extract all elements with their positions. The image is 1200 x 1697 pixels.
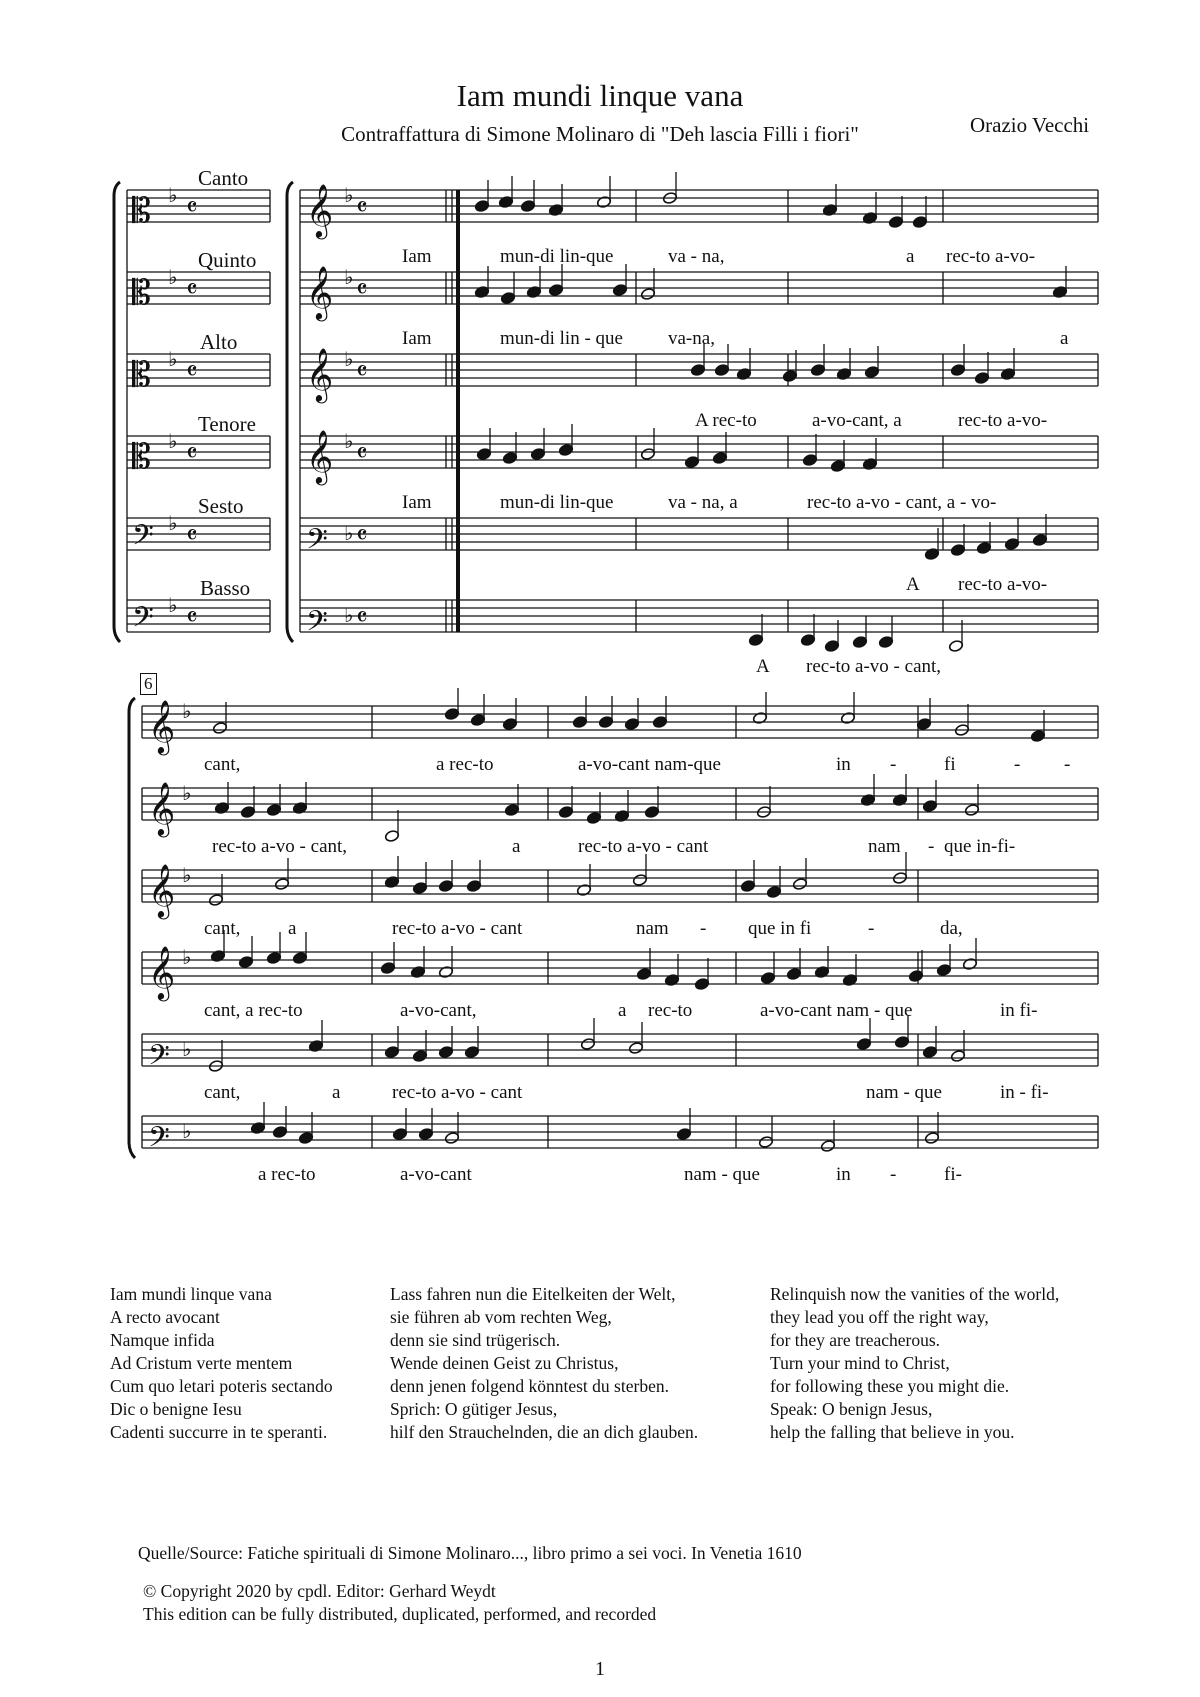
lyric: rec-to a-vo - cant, <box>806 656 942 677</box>
composer-name: Orazio Vecchi <box>970 113 1090 137</box>
lyric: rec-to <box>648 1000 693 1021</box>
lyric: - <box>890 754 897 775</box>
lyric: que in fi <box>748 918 812 939</box>
lyric: a-vo-cant nam - que <box>760 1000 913 1021</box>
lyric: mun-di lin - que <box>500 328 623 349</box>
lyric: fi- <box>944 1164 962 1185</box>
treble-clef-icon: 𝄞 <box>306 183 334 237</box>
lyric: nam - que <box>866 1082 942 1103</box>
flat-icon: ♭ <box>168 183 178 207</box>
source-note: Quelle/Source: Fatiche spirituali di Simone Molinaro..., libro primo a sei voci. In Venetia 1610 <box>138 1543 802 1563</box>
lyric: Iam <box>402 328 432 349</box>
piece-title: Iam mundi linque vana <box>456 78 744 113</box>
text-line: Relinquish now the vanities of the world, <box>770 1284 1060 1304</box>
bass-clef-icon: 𝄢 <box>132 519 154 559</box>
text-line: they lead you off the right way, <box>770 1307 989 1327</box>
german-text <box>390 1283 698 1444</box>
text-line: A recto avocant <box>110 1307 220 1327</box>
c-clef-icon: 𝄡 <box>132 355 151 395</box>
common-time-icon: 𝄴 <box>356 357 368 387</box>
treble-clef-icon: 𝄞 <box>148 945 176 999</box>
treble-clef-icon: 𝄞 <box>148 863 176 917</box>
lyric: Iam <box>402 246 432 267</box>
common-time-icon: 𝄴 <box>186 275 198 305</box>
voice-label-tenore: Tenore <box>198 412 256 436</box>
treble-clef-icon: 𝄞 <box>306 347 334 401</box>
lyric: cant, a rec-to <box>204 1000 303 1021</box>
common-time-icon: 𝄴 <box>356 193 368 223</box>
lyric: fi <box>944 754 956 775</box>
common-time-icon: 𝄴 <box>186 439 198 469</box>
lyric: a-vo-cant, <box>400 1000 477 1021</box>
lyric: a-vo-cant, a <box>812 410 902 431</box>
common-time-icon: 𝄴 <box>356 275 368 305</box>
flat-icon: ♭ <box>182 699 192 723</box>
text-line: for they are treacherous. <box>770 1330 941 1350</box>
page-number: 1 <box>595 1658 605 1680</box>
lyric: Iam <box>402 492 432 513</box>
flat-icon: ♭ <box>182 945 192 969</box>
lyric: nam <box>636 918 669 939</box>
lyric: rec-to a-vo - cant <box>392 918 523 939</box>
lyric: - <box>868 918 875 939</box>
bracket <box>114 182 120 642</box>
text-line: Lass fahren nun die Eitelkeiten der Welt, <box>390 1284 676 1304</box>
bass-clef-icon: 𝄢 <box>306 605 328 645</box>
lyric: in <box>836 754 851 775</box>
lyric: - <box>928 836 935 857</box>
text-line: Speak: O benign Jesus, <box>770 1399 933 1419</box>
text-line: sie führen ab vom rechten Weg, <box>390 1307 612 1327</box>
common-time-icon: 𝄴 <box>186 357 198 387</box>
lyric: rec-to a-vo - cant <box>392 1082 523 1103</box>
text-line: Sprich: O gütiger Jesus, <box>390 1399 558 1419</box>
text-line: for following these you might die. <box>770 1376 1010 1396</box>
c-clef-icon: 𝄡 <box>132 437 151 477</box>
lyric: mun-di lin-que <box>500 246 614 267</box>
flat-icon: ♭ <box>344 265 354 289</box>
english-text <box>770 1283 1059 1444</box>
lyric: que in-fi- <box>944 836 1016 857</box>
bass-clef-icon: 𝄢 <box>148 1039 170 1079</box>
lyric: rec-to a-vo- <box>958 410 1048 431</box>
voice-label-basso: Basso <box>200 576 251 600</box>
text-line: Iam mundi linque vana <box>110 1284 272 1304</box>
voice-label-quinto: Quinto <box>198 248 257 272</box>
lyric: a <box>1060 328 1069 349</box>
lyric: - <box>700 918 707 939</box>
text-line: hilf den Strauchelnden, die an dich glauben. <box>390 1422 699 1442</box>
lyric: cant, <box>204 1082 241 1103</box>
treble-clef-icon: 𝄞 <box>148 781 176 835</box>
flat-icon: ♭ <box>182 863 192 887</box>
lyric: cant, <box>204 918 241 939</box>
lyric: cant, <box>204 754 241 775</box>
common-time-icon: 𝄴 <box>186 521 198 551</box>
bass-clef-icon: 𝄢 <box>132 601 154 641</box>
lyric: in fi- <box>1000 1000 1038 1021</box>
c-clef-icon: 𝄡 <box>132 273 151 313</box>
lyric: a <box>618 1000 627 1021</box>
lyric: nam - que <box>684 1164 760 1185</box>
text-line: denn sie sind trügerisch. <box>390 1330 561 1350</box>
text-line: Namque infida <box>110 1330 215 1350</box>
flat-icon: ♭ <box>344 183 354 207</box>
flat-icon: ♭ <box>182 1037 192 1061</box>
text-line: Ad Cristum verte mentem <box>110 1353 293 1373</box>
flat-icon: ♭ <box>182 781 192 805</box>
lyric: a-vo-cant nam-que <box>578 754 721 775</box>
treble-clef-icon: 𝄞 <box>306 265 334 319</box>
common-time-icon: 𝄴 <box>356 521 368 551</box>
lyric: A <box>906 574 920 595</box>
lyric: a rec-to <box>436 754 494 775</box>
measure-number: 6 <box>140 673 157 695</box>
lyric: rec-to a-vo - cant, a - vo- <box>807 492 997 513</box>
flat-icon: ♭ <box>168 347 178 371</box>
text-line: help the falling that believe in you. <box>770 1422 1015 1442</box>
lyric: - <box>1064 754 1071 775</box>
voice-label-sesto: Sesto <box>198 494 244 518</box>
treble-clef-icon: 𝄞 <box>306 429 334 483</box>
lyric: a rec-to <box>258 1164 316 1185</box>
bass-clef-icon: 𝄢 <box>148 1121 170 1161</box>
flat-icon: ♭ <box>344 347 354 371</box>
lyric: va-na, <box>668 328 715 349</box>
lyric: in <box>836 1164 851 1185</box>
flat-icon: ♭ <box>168 593 178 617</box>
common-time-icon: 𝄴 <box>186 603 198 633</box>
voice-label-alto: Alto <box>200 330 238 354</box>
lyric: - <box>1014 754 1021 775</box>
lyric: rec-to a-vo- <box>946 246 1036 267</box>
text-line: Turn your mind to Christ, <box>770 1353 950 1373</box>
license-line: This edition can be fully distributed, duplicated, performed, and recorded <box>143 1604 657 1624</box>
lyric: va - na, a <box>668 492 738 513</box>
lyric: rec-to a-vo- <box>958 574 1048 595</box>
flat-icon: ♭ <box>344 429 354 453</box>
lyric: rec-to a-vo - cant, <box>212 836 348 857</box>
common-time-icon: 𝄴 <box>356 439 368 469</box>
text-line: Cum quo letari poteris sectando <box>110 1376 333 1396</box>
copyright-line: © Copyright 2020 by cpdl. Editor: Gerhard Weydt <box>143 1581 496 1601</box>
lyric: va - na, <box>668 246 725 267</box>
flat-icon: ♭ <box>168 511 178 535</box>
lyric: A <box>756 656 770 677</box>
bass-clef-icon: 𝄢 <box>306 523 328 563</box>
c-clef-icon: 𝄡 <box>132 191 151 231</box>
copyright-block <box>143 1580 656 1626</box>
flat-icon: ♭ <box>168 429 178 453</box>
voice-label-canto: Canto <box>198 166 249 190</box>
lyric: a <box>512 836 521 857</box>
common-time-icon: 𝄴 <box>356 603 368 633</box>
bracket <box>287 182 293 642</box>
piece-subtitle: Contraffattura di Simone Molinaro di "Deh lascia Filli i fiori" <box>341 122 859 146</box>
lyric: mun-di lin-que <box>500 492 614 513</box>
text-line: Cadenti succurre in te speranti. <box>110 1422 328 1442</box>
lyric: nam <box>868 836 901 857</box>
lyric: - <box>890 1164 897 1185</box>
text-line: denn jenen folgend könntest du sterben. <box>390 1376 669 1396</box>
treble-clef-icon: 𝄞 <box>148 699 176 753</box>
lyric: a <box>332 1082 341 1103</box>
flat-icon: ♭ <box>182 1119 192 1143</box>
flat-icon: ♭ <box>344 603 354 627</box>
lyric: a <box>906 246 915 267</box>
lyric: da, <box>940 918 963 939</box>
lyric: in - fi- <box>1000 1082 1049 1103</box>
text-line: Wende deinen Geist zu Christus, <box>390 1353 619 1373</box>
flat-icon: ♭ <box>168 265 178 289</box>
lyric: a <box>288 918 297 939</box>
bracket <box>129 698 135 1158</box>
lyric: A rec-to <box>695 410 757 431</box>
latin-text <box>110 1283 333 1444</box>
lyric: a-vo-cant <box>400 1164 472 1185</box>
common-time-icon: 𝄴 <box>186 193 198 223</box>
lyric: rec-to a-vo - cant <box>578 836 709 857</box>
text-line: Dic o benigne Iesu <box>110 1399 242 1419</box>
flat-icon: ♭ <box>344 521 354 545</box>
